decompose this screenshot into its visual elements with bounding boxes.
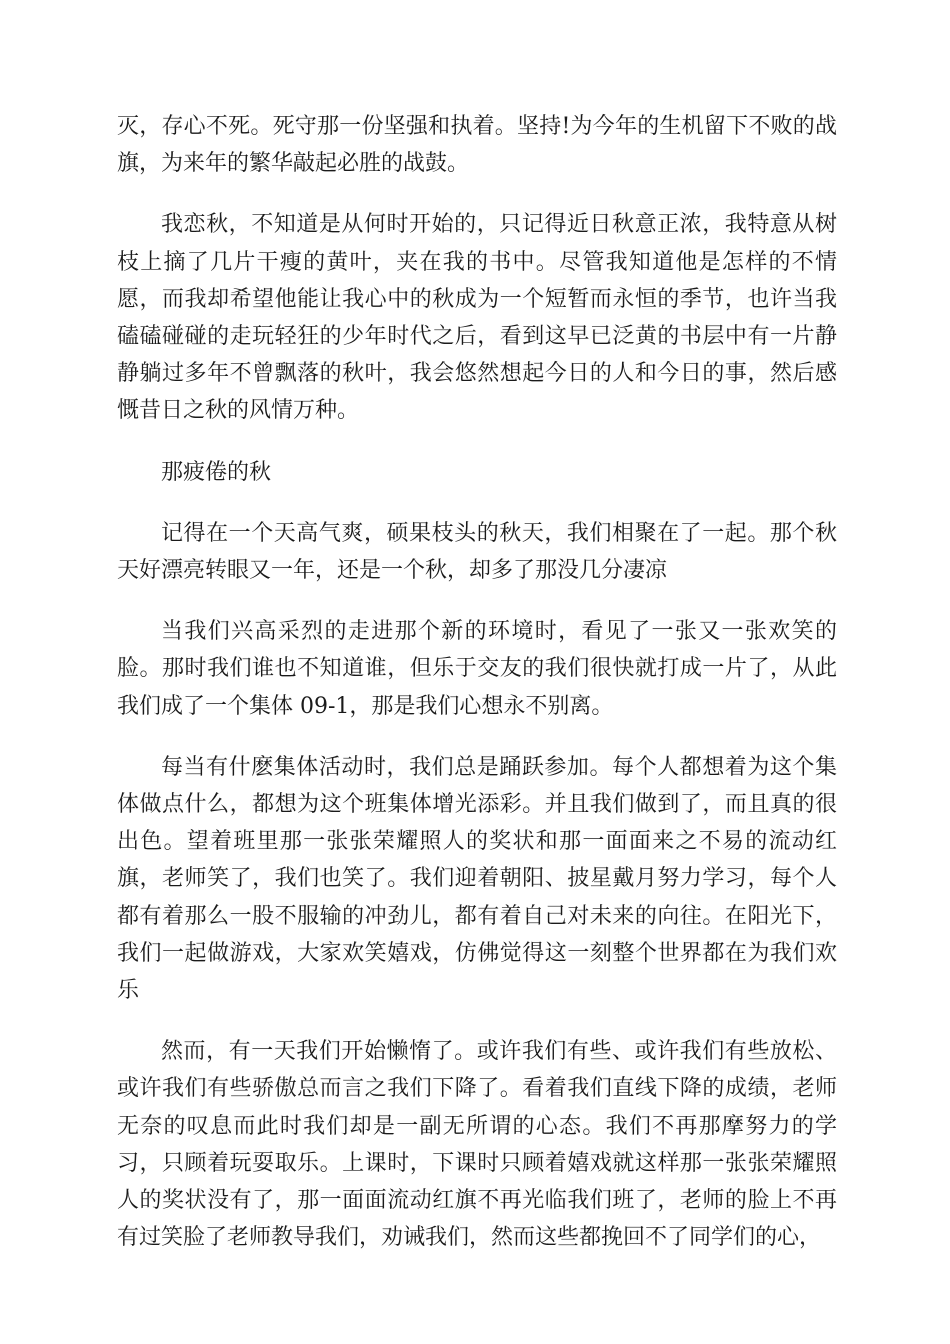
paragraph-3: 记得在一个天高气爽，硕果枝头的秋天，我们相聚在了一起。那个秋天好漂亮转眼又一年，还是一个秋，却多了那没几分凄凉 (117, 520, 837, 584)
paragraph-6: 然而，有一天我们开始懒惰了。或许我们有些、或许我们有些放松、或许我们有些骄傲总而言之我们下降了。看着我们直线下降的成绩，老师无奈的叹息而此时我们却是一副无所谓的心态。我们不再那摩努力的学习，只顾着玩耍取乐。上课时，下课时只顾着嬉戏就这样那一张张荣耀照人的奖状没有了，那一面面流动红旗不再光临我们班了，老师的脸上不再有过笑脸了老师教导我们，劝诫我们，然而这些都挽回不了同学们的心， (117, 1039, 837, 1251)
document-body (117, 108, 837, 1280)
paragraph-4: 当我们兴高采烈的走进那个新的环境时，看见了一张又一张欢笑的脸。那时我们谁也不知道谁，但乐于交友的我们很快就打成一片了，从此我们成了一个集体 09-1，那是我们心想永不别离。 (117, 619, 837, 719)
paragraph-5: 每当有什麽集体活动时，我们总是踊跃参加。每个人都想着为这个集体做点什么，都想为这个班集体增光添彩。并且我们做到了，而且真的很出色。望着班里那一张张荣耀照人的奖状和那一面面来之不易的流动红旗，老师笑了，我们也笑了。我们迎着朝阳、披星戴月努力学习，每个人都有着那么一股不服输的冲劲儿，都有着自己对未来的向往。在阳光下，我们一起做游戏，大家欢笑嬉戏，仿佛觉得这一刻整个世界都在为我们欢乐 (117, 754, 837, 1004)
paragraph-1: 灭，存心不死。死守那一份坚强和执着。坚持!为今年的生机留下不败的战旗，为来年的繁华敲起必胜的战鼓。 (117, 114, 837, 177)
section-heading: 那疲倦的秋 (161, 459, 272, 485)
paragraph-2: 我恋秋，不知道是从何时开始的，只记得近日秋意正浓，我特意从树枝上摘了几片干瘦的黄叶，夹在我的书中。尽管我知道他是怎样的不情愿，而我却希望他能让我心中的秋成为一个短暂而永恒的季节，也许当我磕磕碰碰的走玩轻狂的少年时代之后，看到这早已泛黄的书层中有一片静静躺过多年不曾飘落的秋叶，我会悠然想起今日的人和今日的事，然后感慨昔日之秋的风情万种。 (117, 212, 837, 424)
